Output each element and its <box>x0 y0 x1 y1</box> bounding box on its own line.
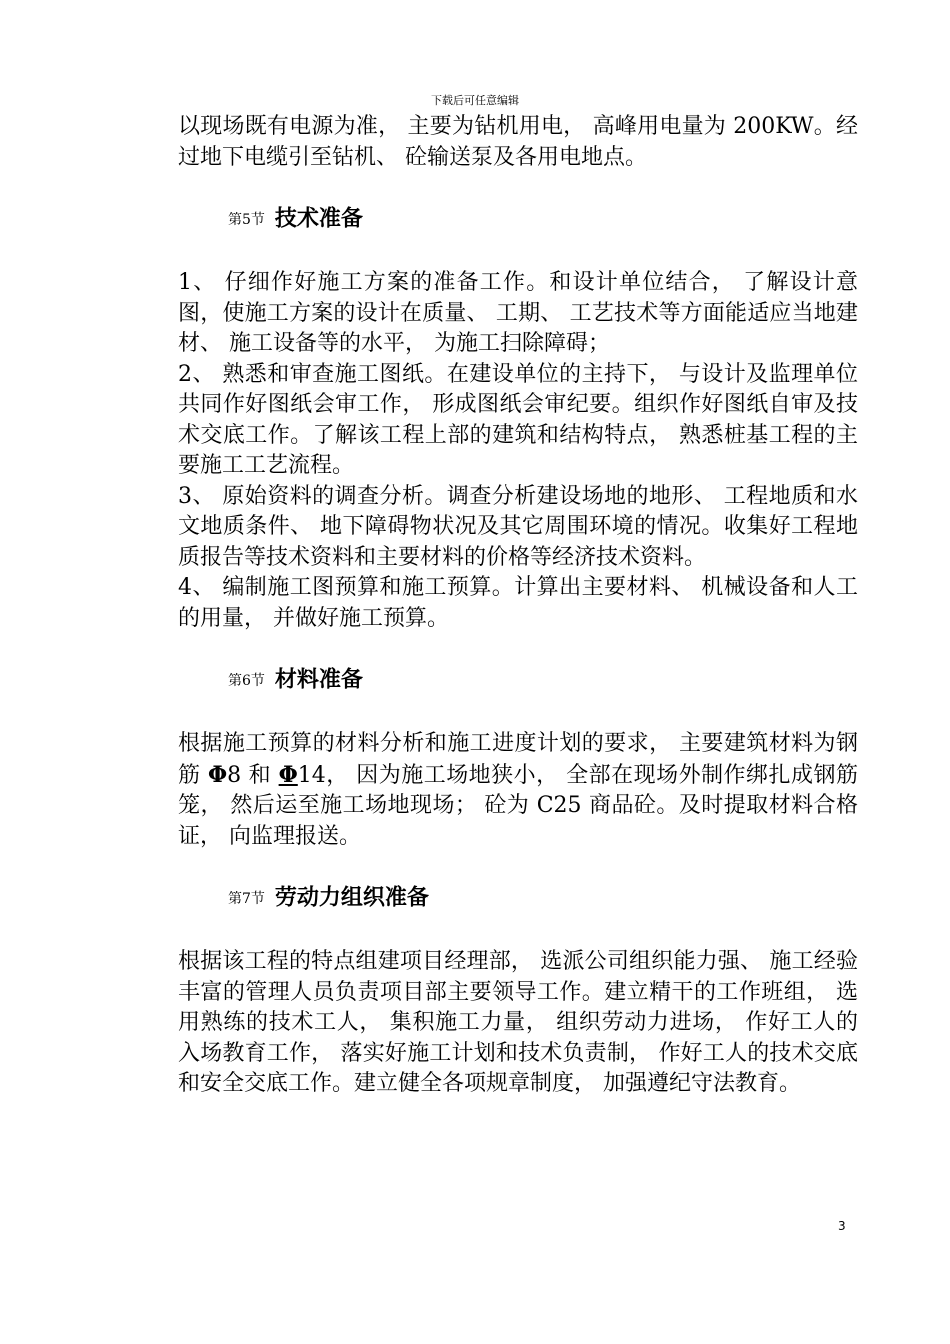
spacer <box>178 698 858 729</box>
header-note: 下载后可任意编辑 <box>431 94 519 107</box>
text-segment: 14， 因为施工场地狭小， 全部在现场外制作绑扎成钢筋笼， 然后运至施工场地现场； 砼为 C25 商品砼。及时提取材料合格证， 向监理报送。 <box>178 762 859 849</box>
section-heading-6 <box>178 662 858 698</box>
spacer <box>178 634 858 662</box>
document-body <box>178 112 858 1100</box>
page-number: 3 <box>838 1219 846 1233</box>
phi-symbol: Φ <box>207 761 228 788</box>
text-segment: 根据施工预算的材料分析和施工进度计划的要求， 主要建筑材料为钢筋 <box>178 731 858 788</box>
section-heading-7 <box>178 880 858 916</box>
spacer <box>178 237 858 268</box>
phi-symbol: Φ <box>278 761 298 788</box>
materials-paragraph <box>178 729 858 852</box>
section-title: 技术准备 <box>274 206 363 232</box>
spacer <box>178 916 858 947</box>
section-number: 第6节 <box>228 672 265 689</box>
section-heading-5 <box>178 201 858 237</box>
section-number: 第7节 <box>228 890 265 907</box>
text-segment: 8 和 <box>227 762 279 788</box>
list-item: 1、 仔细作好施工方案的准备工作。和设计单位结合， 了解设计意图，使施工方案的设计在质量、 工期、 工艺技术等方面能适应当地建材、 施工设备等的水平， 为施工扫除障碍； <box>178 270 858 356</box>
spacer <box>178 173 858 201</box>
section-title: 材料准备 <box>274 667 363 693</box>
labor-paragraph: 根据该工程的特点组建项目经理部， 选派公司组织能力强、 施工经验丰富的管理人员负责项目部主要领导工作。建立精干的工作班组， 选用熟练的技术工人， 集积施工力量， 组织劳动力进场， 作好工人的入场教育工作， 落实好施工计划和技术负责制， 作好工人的技术交底和安全交底工作。建立健全各项规章制度， 加强遵纪守法教育。 <box>178 949 858 1096</box>
list-item: 4、 编制施工图预算和施工预算。计算出主要材料、 机械设备和人工的用量， 并做好施工预算。 <box>178 575 858 631</box>
list-item: 3、 原始资料的调查分析。调查分析建设场地的地形、 工程地质和水文地质条件、 地下障碍物状况及其它周围环境的情况。收集好工程地质报告等技术资料和主要材料的价格等经济技术资料。 <box>178 483 858 570</box>
intro-paragraph: 以现场既有电源为准， 主要为钻机用电， 高峰用电量为 200KW。经过地下电缆引至钻机、 砼输送泵及各用电地点。 <box>178 114 858 170</box>
list-item: 2、 熟悉和审查施工图纸。在建设单位的主持下， 与设计及监理单位共同作好图纸会审工作， 形成图纸会审纪要。组织作好图纸自审及技术交底工作。了解该工程上部的建筑和结构特点， 熟悉桩基工程的主要施工工艺流程。 <box>178 361 858 478</box>
section-title: 劳动力组织准备 <box>274 885 429 911</box>
section-number: 第5节 <box>228 211 265 228</box>
spacer <box>178 852 858 880</box>
